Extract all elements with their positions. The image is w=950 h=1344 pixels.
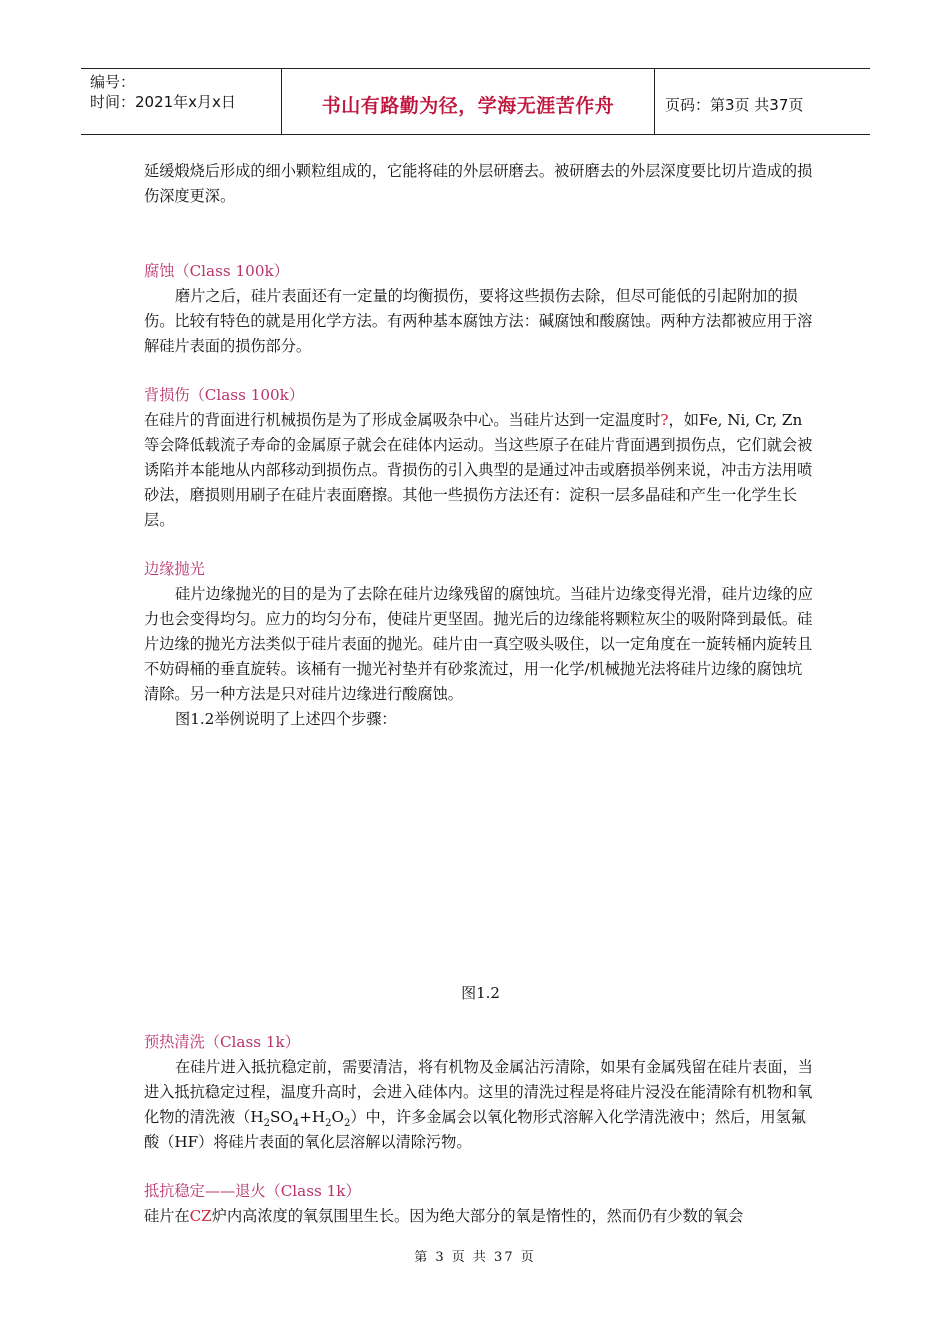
serial-label: 编号：: [90, 73, 136, 91]
preclean-so: SO: [269, 1108, 293, 1126]
motto-text: 书山有路勤为径，学海无涯苦作舟: [321, 95, 615, 117]
paragraph-figure-reference: 图1.2举例说明了上述四个步骤：: [175, 710, 397, 728]
heading-back-damage: 背损伤（Class 100k）: [144, 386, 305, 404]
anneal-text-1: 硅片在: [144, 1207, 190, 1225]
preclean-text-2: ）中，许多金属会以氧化物形式溶解入化学清洗液中；然后，用氢氟酸（HF）将硅片表面的氧化层溶解以清除污物。: [144, 1108, 806, 1151]
figure-caption: 图1.2: [461, 984, 500, 1002]
preclean-text-1: 在硅片进入抵抗稳定前，需要清洁，将有机物及金属沾污清除，如果有金属残留在硅片表面，当进入抵抗稳定过程，温度升高时，会进入硅体内。这里的清洗过程是将硅片浸没在能清除有机物和氧化物的清洗液（H: [144, 1058, 813, 1126]
document-header: [81, 68, 870, 135]
page-footer: 第 3 页 共 37 页: [414, 1250, 536, 1265]
preclean-h: +H: [299, 1108, 326, 1126]
header-page-cell: [655, 69, 870, 134]
paragraph-anneal: [144, 1204, 817, 1229]
back-damage-text-2: ，如Fe, Ni, Cr, Zn等会降低载流子寿命的金属原子就会在硅体内运动。当这些原子在硅片背面遇到损伤点，它们就会被诱陷并本能地从内部移动到损伤点。背损伤的引入典型的是通过冲击或磨损举例来说，冲击方法用喷砂法，磨损则用刷子在硅片表面磨擦。其他一些损伤方法还有：淀积一层多晶硅和产生一化学生长层。: [144, 411, 813, 529]
paragraph-etch: 磨片之后，硅片表面还有一定量的均衡损伤，要将这些损伤去除，但尽可能低的引起附加的损伤。比较有特色的就是用化学方法。有两种基本腐蚀方法：碱腐蚀和酸腐蚀。两种方法都被应用于溶解硅片表面的损伤部分。: [144, 287, 813, 355]
back-damage-text-1: 在硅片的背面进行机械损伤是为了形成金属吸杂中心。当硅片达到一定温度时: [144, 411, 661, 429]
subscript-2: 2: [325, 1118, 332, 1130]
header-motto-cell: [282, 69, 655, 134]
paragraph-edge-polish: 硅片边缘抛光的目的是为了去除在硅片边缘残留的腐蚀坑。当硅片边缘变得光滑，硅片边缘的应力也会变得均匀。应力的均匀分布，使硅片更坚固。抛光后的边缘能将颗粒灰尘的吸附降到最低。硅片边缘的抛光方法类似于硅片表面的抛光。硅片由一真空吸头吸住，以一定角度在一旋转桶内旋转且不妨碍桶的垂直旋转。该桶有一抛光衬垫并有砂浆流过，用一化学/机械抛光法将硅片边缘的腐蚀坑清除。另一种方法是只对硅片边缘进行酸腐蚀。: [144, 585, 813, 703]
paragraph-intro: 延缓煅烧后形成的细小颗粒组成的，它能将硅的外层研磨去。被研磨去的外层深度要比切片造成的损伤深度更深。: [144, 162, 813, 205]
preclean-o: O: [331, 1108, 344, 1126]
heading-preclean: 预热清洗（Class 1k）: [144, 1033, 300, 1051]
page-code: 页码：第3页 共37页: [665, 96, 804, 114]
heading-edge-polish: 边缘抛光: [144, 560, 205, 578]
subscript-4: 4: [292, 1118, 300, 1130]
heading-anneal: 抵抗稳定——退火（Class 1k）: [144, 1182, 361, 1200]
subscript-2: 2: [263, 1118, 270, 1130]
subscript-2: 2: [343, 1118, 351, 1130]
paragraph-back-damage: [144, 408, 817, 533]
back-damage-question-mark: ?: [660, 411, 669, 429]
anneal-text-2: 炉内高浓度的氧氛围里生长。因为绝大部分的氧是惰性的，然而仍有少数的氧会: [211, 1207, 744, 1225]
heading-etch: 腐蚀（Class 100k）: [144, 262, 289, 280]
paragraph-preclean: [144, 1055, 817, 1155]
time-label: 时间：2021年x月x日: [90, 93, 236, 111]
anneal-cz: CZ: [189, 1207, 212, 1225]
header-info-cell: [81, 69, 282, 134]
